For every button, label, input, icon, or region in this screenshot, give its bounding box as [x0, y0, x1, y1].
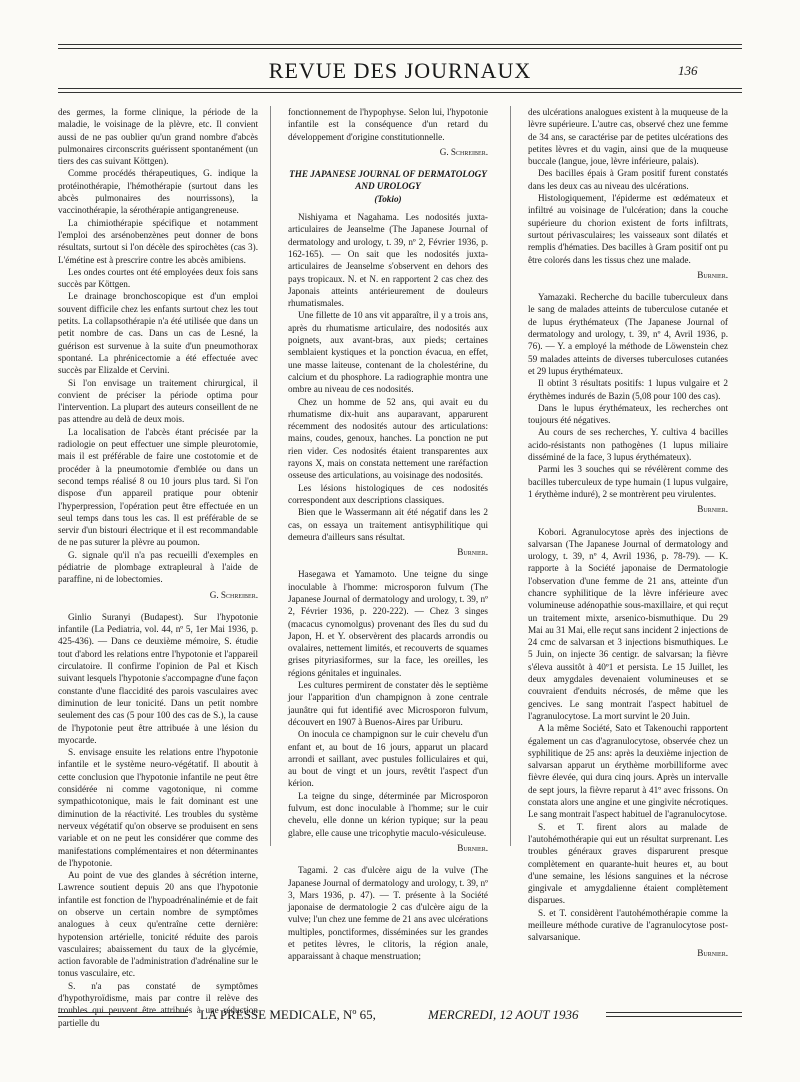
- paragraph: des germes, la forme clinique, la période de la maladie, le voisinage de la plèvre, etc. Il convient aussi de ne pas oublier qu'un grand nombre d'abcès pulmonaires circonscrits guérissent spontanément (un tiers des cas suivant Köttgen).: [58, 107, 258, 167]
- paragraph: Les lésions histologiques de ces nodosités correspondent aux descriptions classiques.: [288, 482, 488, 505]
- paragraph: G. signale qu'il n'a pas recueilli d'exemples en pédiatrie de plombage extrapleural à l'aide de paraffine, ni de lobectomies.: [58, 549, 258, 585]
- author-signature: Burnier.: [697, 947, 728, 958]
- column-3: [528, 106, 728, 958]
- column-1: [58, 106, 258, 1028]
- paragraph: Les ondes courtes ont été employées deux fois sans succès par Köttgen.: [58, 266, 258, 290]
- page-header-title: REVUE DES JOURNAUX: [268, 58, 532, 83]
- article-paragraph: Yamazaki. Recherche du bacille tuberculeux dans le sang de malades atteints de tuberculose cutanée et de lupus érythémateux (The Japanese Journal of dermatology and urology, t. 39, nº 4, Avril 1936, p. 76). — Y. a employé la méthode de Löwenstein chez 59 malades atteints de diverses tuberculoses cutanées et 29 lupus érythémateux.: [528, 292, 728, 376]
- header-rule-bottom-1: [58, 88, 742, 89]
- column-divider: [270, 106, 271, 846]
- paragraph: Comme procédés thérapeutiques, G. indique la protéinothérapie, l'hémothérapie (surtout dans les abcès pulmonaires des nourrissons), la vaccinothérapie, la sérothérapie antigangreneuse.: [58, 168, 258, 216]
- author-signature: G. Schreiber.: [439, 146, 488, 157]
- paragraph: Histologiquement, l'épiderme est œdémateux et infiltré au voisinage de l'ulcération; dans la couche supérieure du chorion existent de forts infiltrats, surtout périvasculaires; les vaisseaux sont dilatés et remplis d'hématies. Des bacilles à Gram positif ont pu être colorés dans les tissus chez une malade.: [528, 193, 728, 265]
- paragraph: La chimiothérapie spécifique et notamment l'emploi des arsénobenzènes peut donner de bons résultats, surtout si l'on décèle des spirochètes (cas 3). L'émétine est à prescrire contre les abcès amibiens.: [58, 217, 258, 265]
- article-paragraph: Nishiyama et Nagahama. Les nodosités juxta-articulaires de Jeanselme (The Japanese Journal of dermatology and urology, t. 39, nº 2, Février 1936, p. 162-165). — On sait que les nodosités juxta-articulaires de Jeanselme s'observent en dehors des pays tropicaux. N. et N. en rapportent 2 cas chez des Japonais atteints antérieurement de douleurs rhumatismales.: [288, 212, 488, 309]
- column-divider: [510, 106, 511, 846]
- footer-rule-left-1: [58, 1012, 188, 1013]
- article-paragraph: Ginlio Suranyi (Budapest). Sur l'hypotonie infantile (La Pediatria, vol. 44, nº 5, 1er Mai 1936, p. 425-436). — Dans ce deuxième mémoire, S. étudie tout d'abord les relations entre l'hypotonie et l'appareil circulatoire. Il confirme l'opinion de Pal et Kisch suivant lesquels l'hypotonie s'accompagne d'une façon constante d'une flaccidité des parois vasculaires avec diminution de leur tonicité. Dans un petit nombre seulement des cas (5 pour 100 des cas de S.), la cause de l'hypotonie peut être attribuée à une lésion du myocarde.: [58, 611, 258, 745]
- paragraph: S. et T. firent alors au malade de l'autohémothérapie qui eut un résultat surprenant. Les troubles généraux graves disparurent presque complètement en quarante-huit heures et, au bout d'une semaine, les lésions sanguines et la nécrose gingivale et amygdalienne étaient complètement disparues.: [528, 821, 728, 906]
- column-2: [288, 106, 488, 962]
- article-paragraph: Kobori. Agranulocytose après des injections de salvarsan (The Japanese Journal of dermatology and urology, t. 39, nº 4, Avril 1936, p. 78-79). — K. rapporte à la Société japonaise de Dermatologie l'observation d'une femme de 21 ans, atteinte d'un chancre syphilitique de la lèvre inférieure avec volumineuse adénopathie sous-maxillaire, et qui reçut un traitement mixte, arsenico-bismuthique. Du 29 Mai au 31 Mai, elle reçut sans incident 2 injections de 24 cmc de salvarsan et 3 injections bismuthiques. Le 5 Juin, on injecte 36 centigr. de salvarsan; la fièvre s'éleva aussitôt à 40º1 et persista. Le 15 Juillet, les deux amygdales devenaient volumineuses et se couvraient d'enduits nécrosés, de même que les gencives. Le sang montrait l'aspect habituel de l'agranulocytose. La mort survint le 20 Juin.: [528, 526, 728, 721]
- paragraph: des ulcérations analogues existent à la muqueuse de la lèvre supérieure. L'autre cas, observé chez une femme de 34 ans, se caractérise par de petites ulcérations des petites lèvres et du vagin, ainsi que de la muqueuse buccale (langue, joue, lèvre inférieure, palais).: [528, 107, 728, 167]
- paragraph: Le drainage bronchoscopique est d'un emploi souvent difficile chez les enfants surtout chez les tout petits. La collapsothérapie n'a été utilisée que dans un petit nombre de cas. Dans un cas de Lesné, la guérison est survenue à la suite d'un pneumothorax spontané. La phrénicectomie a été effectuée avec succès par Elizalde et Cervini.: [58, 291, 258, 376]
- footer-journal: LA PRESSE MEDICALE, Nº 65,: [200, 1007, 376, 1022]
- paragraph: On inocula ce champignon sur le cuir chevelu d'un enfant et, au bout de 16 jours, apparut un placard arrondi et saillant, avec pustules folliculaires et qui, au bout de vingt et un jours, revêtit l'aspect d'un kérion.: [288, 729, 488, 789]
- paragraph: Il obtint 3 résultats positifs: 1 lupus vulgaire et 2 érythèmes indurés de Bazin (5,08 pour 100 des cas).: [528, 378, 728, 401]
- paragraph: Chez un homme de 52 ans, qui avait eu du rhumatisme dix-huit ans auparavant, apparurent récemment des nodosités autour des articulations: mains, coudes, genoux, hanches. La ponction ne put rien vider. Ces nodosités étaient transparentes aux rayons X, mais on constata nettement une raréfaction osseuse des articulations, au voisinage des nodosités.: [288, 396, 488, 481]
- header-rule-top-1: [58, 44, 742, 45]
- paragraph: Au cours de ses recherches, Y. cultiva 4 bacilles acido-résistants non pathogènes (1 lupus miliaire disséminé de la face, 3 lupus érythémateux).: [528, 427, 728, 463]
- page-number: 136: [678, 63, 698, 78]
- author-signature: Burnier.: [697, 504, 728, 515]
- paragraph: A la même Société, Sato et Takenouchi rapportent également un cas d'agranulocytose, observée chez un syphilitique de 25 ans: après la deuxième injection de salvarsan apparut un érythème morbilliforme avec fièvre élevée, qui dura cinq jours. Après un intervalle de sept jours, la fièvre reparut à 41º avec frissons. On constata alors une angine et une gingivite nécrotiques. Le sang montrait l'aspect habituel de l'agranulocytose.: [528, 723, 728, 820]
- footer-date: MERCREDI, 12 AOUT 1936: [428, 1007, 579, 1022]
- paragraph: La localisation de l'abcès étant précisée par la radiologie on peut effectuer une simple pleurotomie, mais il est préférable de faire une costotomie et de procéder à la pneumotomie d'emblée ou dans un second temps réalisé 8 ou 10 jours plus tard. Si l'on dispose d'un appareil pratique pour obtenir l'hyperpression, l'opération peut être effectuée en un seul temps dans tous les cas. Il est préférable de se servir d'un bistouri électrique et il est recommandable de ne pas suturer la plèvre au poumon.: [58, 426, 258, 548]
- footer-rule-right-2: [606, 1016, 742, 1017]
- paragraph: S. envisage ensuite les relations entre l'hypotonie infantile et le système neuro-végétatif. Il aboutit à cette conclusion que l'hypotonie infantile ne peut être considérée ni comme vagotonique, ni comme sympathicotonique, mais le fait dominant est une diminution de la réactivité. Les troubles du système nerveux végétatif qu'on observe se produisent en sens variable et on ne peut les considérer que comme des manifestations complémentaires et non déterminantes de l'hypotonie.: [58, 747, 258, 868]
- article-paragraph: Hasegawa et Yamamoto. Une teigne du singe inoculable à l'homme: microsporon fulvum (The Japanese Journal of dermatology and urology, t. 39, nº 2, Février 1936, p. 220-222). — Chez 3 singes (macacus cynomolgus) provenant des îles du sud du Japon, H. et Y. observèrent des placards arrondis ou ovalaires, nettement limités, et recouverts de squames grises pityriasiformes, sur la face, les oreilles, les régions génitales et inguinales.: [288, 569, 488, 678]
- paragraph: S. n'a pas constaté de symptômes d'hypothyroïdisme, mais par contre il relève des troubles qui peuvent être attribués à une réduction partielle du: [58, 980, 258, 1028]
- footer-rule-right-1: [606, 1012, 742, 1013]
- author-signature: Burnier.: [697, 269, 728, 280]
- paragraph: Les cultures permirent de constater dès le septième jour l'apparition d'un champignon à zone centrale jaunâtre qui fut identifié avec Microsporon fulvum, découvert en 1907 à Buenos-Aires par Uriburu.: [288, 680, 488, 727]
- paragraph: fonctionnement de l'hypophyse. Selon lui, l'hypotonie infantile est la conséquence d'un retard du développement d'origine constitutionnelle.: [288, 107, 488, 142]
- author-signature: Burnier.: [457, 842, 488, 853]
- paragraph: Une fillette de 10 ans vit apparaître, il y a trois ans, après du rhumatisme articulaire, des nodosités aux poignets, aux avant-bras, aux pieds; certaines semblaient kystiques et la ponction évacua, en effet, une masse laiteuse, contenant de la cholestérine, du calcium et du phosphore. La radiographie montra une ombre au niveau de ces nodosités.: [288, 310, 488, 395]
- header-rule-top-2: [58, 48, 742, 49]
- journal-title: THE JAPANESE JOURNAL OF DERMATOLOGY AND UROLOGY: [289, 169, 487, 192]
- paragraph: Au point de vue des glandes à sécrétion interne, Lawrence soutient depuis 20 ans que l'hypotonie infantile est fonction de l'hypoadrénalinémie et de fait on observe un certain nombre de symptômes analogues à ceux qu'entraîne cette dernière: hypotension artérielle, tonicité réduite des parois vasculaires; abaissement du taux de la glycémie, action favorable de l'administration d'adrénaline sur le tonus vasculaire, etc.: [58, 870, 258, 979]
- paragraph: Si l'on envisage un traitement chirurgical, il convient de préciser la période optima pour l'intervention. La plupart des auteurs conseillent de ne pas attendre au delà de deux mois.: [58, 377, 258, 425]
- article-paragraph: Tagami. 2 cas d'ulcère aigu de la vulve (The Japanese Journal of dermatology and urology, t. 39, nº 3, Mars 1936, p. 47). — T. présente à la Société japonaise de dermatologie 2 cas d'ulcère aigu de la vulve; l'un chez une femme de 21 ans avec ulcérations multiples, ponctiformes, disséminées sur les grandes et petites lèvres, le clitoris, la région anale, apparaissant à chaque menstruation;: [288, 865, 488, 962]
- paragraph: Bien que le Wassermann ait été négatif dans les 2 cas, on essaya un traitement antisyphilitique qui demeura d'ailleurs sans résultat.: [288, 507, 488, 542]
- author-signature: Burnier.: [457, 547, 488, 558]
- paragraph: Parmi les 3 souches qui se révélèrent comme des bacilles tuberculeux de type humain (1 lupus vulgaire, 1 érythème induré), 2 se montrèrent peu virulentes.: [528, 464, 728, 499]
- paragraph: Des bacilles épais à Gram positif furent constatés dans les deux cas au niveau des ulcérations.: [528, 168, 728, 191]
- paragraph: La teigne du singe, déterminée par Microsporon fulvum, est donc inoculable à l'homme; sur le cuir chevelu, elle donne un kérion typique; sur la peau glabre, elle cause une tricophytie maculo-vésiculeuse.: [288, 790, 488, 838]
- paragraph: S. et T. considèrent l'autohémothérapie comme la meilleure méthode curative de l'agranulocytose post-salvarsanique.: [528, 907, 728, 943]
- header-rule-bottom-2: [58, 92, 742, 93]
- paragraph: Dans le lupus érythémateux, les recherches ont toujours été négatives.: [528, 402, 728, 426]
- author-signature: G. Schreiber.: [209, 589, 258, 600]
- footer-rule-left-2: [58, 1016, 188, 1017]
- journal-heading: [288, 168, 488, 205]
- journal-city: (Tokio): [374, 193, 402, 204]
